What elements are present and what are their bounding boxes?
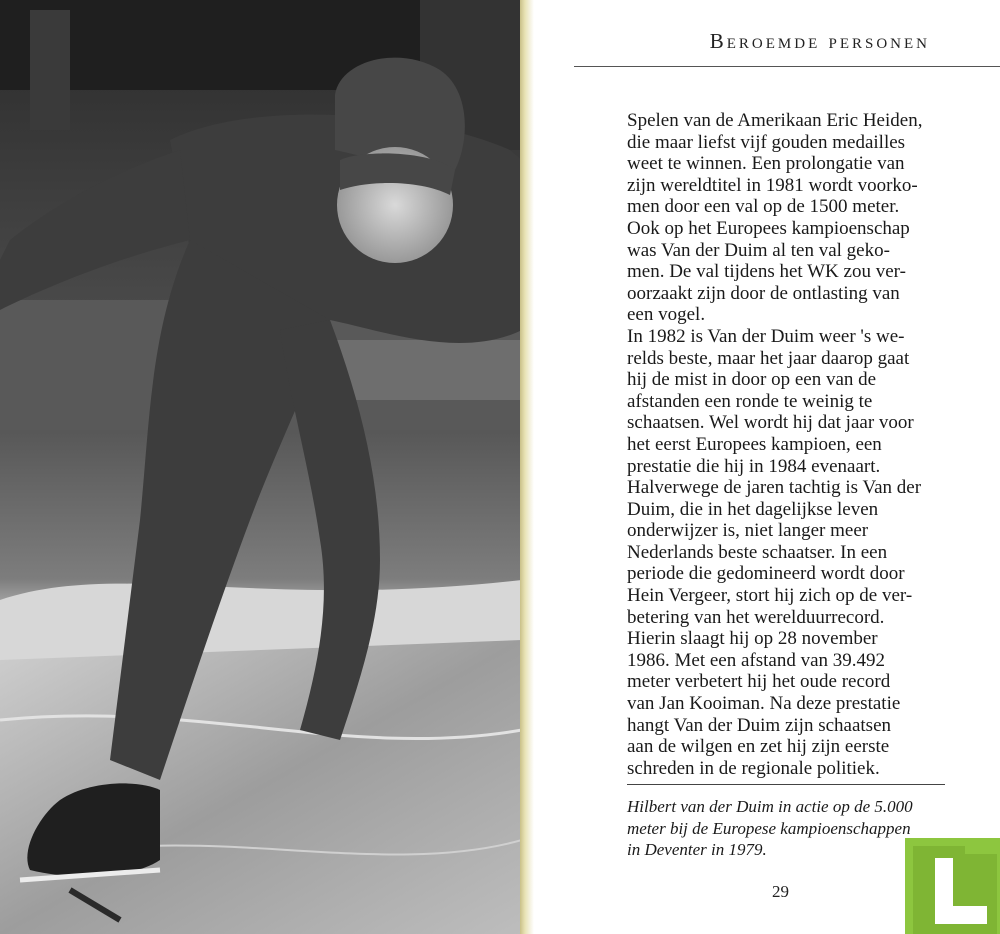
body-line: Hierin slaagt hij op 28 november (627, 628, 878, 650)
body-line: 1986. Met een afstand van 39.492 (627, 649, 886, 671)
header-rule (574, 66, 1000, 67)
body-line: schreden in de regionale politiek. (627, 757, 880, 779)
body-line: Ook op het Europees kampioenschap (627, 217, 910, 239)
page-number: 29 (772, 882, 789, 901)
book-gutter (520, 0, 534, 934)
body-line: Duim, die in het dagelijkse leven (627, 498, 879, 520)
body-line: men. De val tijdens het WK zou ver- (627, 261, 906, 283)
body-line: hij de mist in door op een van de (627, 369, 877, 391)
body-line: prestatie die hij in 1984 evenaart. (627, 455, 881, 477)
body-line: meter verbetert hij het oude record (627, 671, 891, 693)
body-line: periode die gedomineerd wordt door (627, 563, 905, 585)
body-line: men door een val op de 1500 meter. (627, 196, 900, 218)
caption-rule (627, 784, 945, 785)
caption-line: Hilbert van der Duim in actie op de 5.000 (627, 797, 913, 816)
body-line: Spelen van de Amerikaan Eric Heiden, (627, 110, 923, 131)
body-line: weet te winnen. Een prolongatie van (627, 153, 905, 175)
body-line: aan de wilgen en zet hij zijn eerste (627, 736, 890, 758)
body-line: zijn wereldtitel in 1981 wordt voorko- (627, 174, 918, 196)
body-line: schaatsen. Wel wordt hij dat jaar voor (627, 412, 914, 434)
caption-line: meter bij de Europese kampioenschappen (627, 818, 911, 838)
body-line: was Van der Duim al ten val geko- (627, 239, 890, 261)
body-line: hangt Van der Duim zijn schaatsen (627, 714, 891, 736)
body-line: die maar liefst vijf gouden medailles (627, 131, 906, 153)
caption-line: in Deventer in 1979. (627, 840, 767, 859)
body-line: betering van het werelduurrecord. (627, 606, 885, 628)
logo-icon (905, 838, 1000, 934)
body-line: oorzaakt zijn door de ontlasting van (627, 282, 900, 304)
body-line: Halverwege de jaren tachtig is Van der (627, 477, 922, 499)
body-line: afstanden een ronde te weinig te (627, 390, 873, 412)
running-head: Beroemde personen (709, 29, 930, 53)
body-line: van Jan Kooiman. Na deze prestatie (627, 693, 901, 715)
body-line: Nederlands beste schaatser. In een (627, 541, 888, 563)
body-line: relds beste, maar het jaar daarop gaat (627, 347, 910, 369)
body-line: een vogel. (627, 304, 706, 326)
body-line: het eerst Europees kampioen, een (627, 433, 882, 455)
body-line: onderwijzer is, niet langer meer (627, 520, 869, 542)
text-page (534, 0, 1000, 934)
body-line: Hein Vergeer, stort hij zich op de ver- (627, 585, 913, 607)
body-text (627, 110, 957, 779)
body-line: In 1982 is Van der Duim weer 's we- (627, 325, 905, 347)
